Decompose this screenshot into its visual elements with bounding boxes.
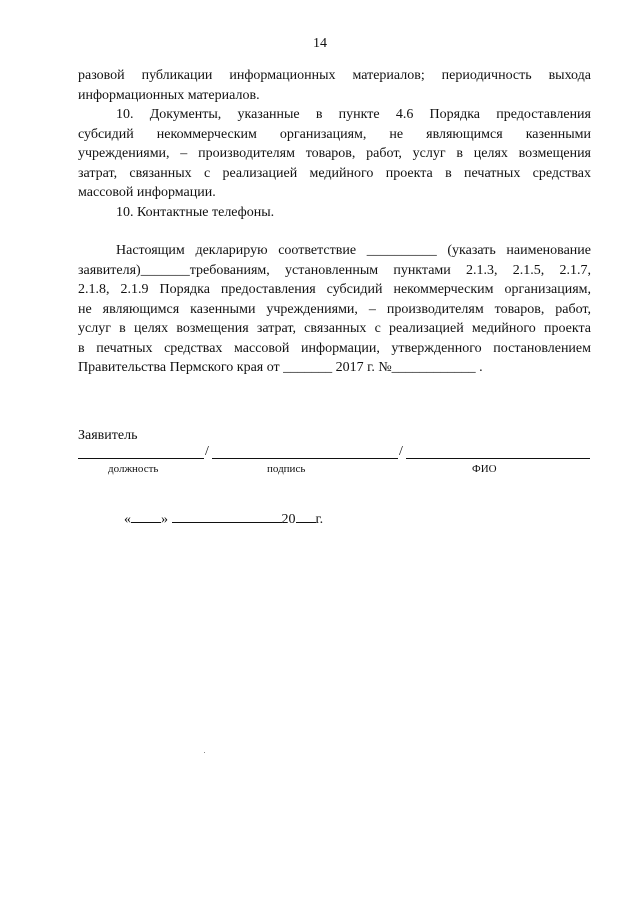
text-line: информационных материалов. [78, 87, 260, 103]
text-line: субсидий некоммерческим организациям, не являющимся казенными [78, 126, 591, 142]
text-line: услуг в целях возмещения затрат, связанных с реализацией медийного проекта [78, 321, 591, 336]
slash-separator: / [205, 444, 209, 459]
slash-separator: / [399, 444, 403, 459]
text-line: заявителя)_______требованиям, установленным пунктами 2.1.3, 2.1.5, 2.1.7, [78, 262, 591, 278]
month-field [172, 510, 282, 523]
close-quote: » [161, 512, 168, 527]
position-field [78, 458, 204, 459]
text-line: 10. Контактные телефоны. [116, 205, 275, 220]
full-name-field [406, 458, 590, 459]
text-line: 2.1.8, 2.1.9 Порядка предоставления субсидий некоммерческим организациям, [78, 282, 591, 297]
text-line: 10. Документы, указанные в пункте 4.6 Порядка предоставления [116, 107, 591, 122]
text-line: разовой публикации информационных материалов; периодичность выхода [78, 68, 591, 83]
caption-position: должность [108, 463, 159, 475]
text-line: Правительства Пермского края от _______ 2017 г. №____________ . [78, 360, 483, 375]
paragraph-publication-periodicity [78, 66, 591, 105]
open-quote: « [124, 512, 131, 527]
year-field [296, 510, 316, 523]
day-field [131, 510, 161, 523]
scan-speck [204, 752, 205, 753]
text-line: в печатных средствах массовой информации, утвержденного постановлением [78, 340, 591, 356]
caption-signature: подпись [267, 463, 306, 475]
paragraph-declaration [78, 241, 591, 378]
text-line: не являющимся казенными учреждениями, – производителям товаров, работ, [78, 301, 591, 317]
text-line: массовой информации. [78, 185, 216, 200]
signature-field [212, 458, 398, 459]
year-prefix: 20 [281, 512, 296, 527]
signature-line [78, 446, 590, 460]
applicant-label: Заявитель [78, 428, 138, 443]
text-line: затрат, связанных с реализацией медийного проекта в печатных средствах [78, 165, 591, 181]
date-line [124, 510, 323, 528]
caption-full-name: ФИО [472, 463, 497, 475]
text-line: учреждениями, – производителям товаров, работ, услуг в целях возмещения [78, 146, 591, 161]
paragraph-documents [78, 105, 591, 203]
year-suffix: г. [315, 512, 324, 527]
text-line: Настоящим декларирую соответствие __________ (указать наименование [116, 243, 591, 258]
page-number: 14 [313, 36, 327, 51]
paragraph-contact-phones [78, 203, 591, 223]
